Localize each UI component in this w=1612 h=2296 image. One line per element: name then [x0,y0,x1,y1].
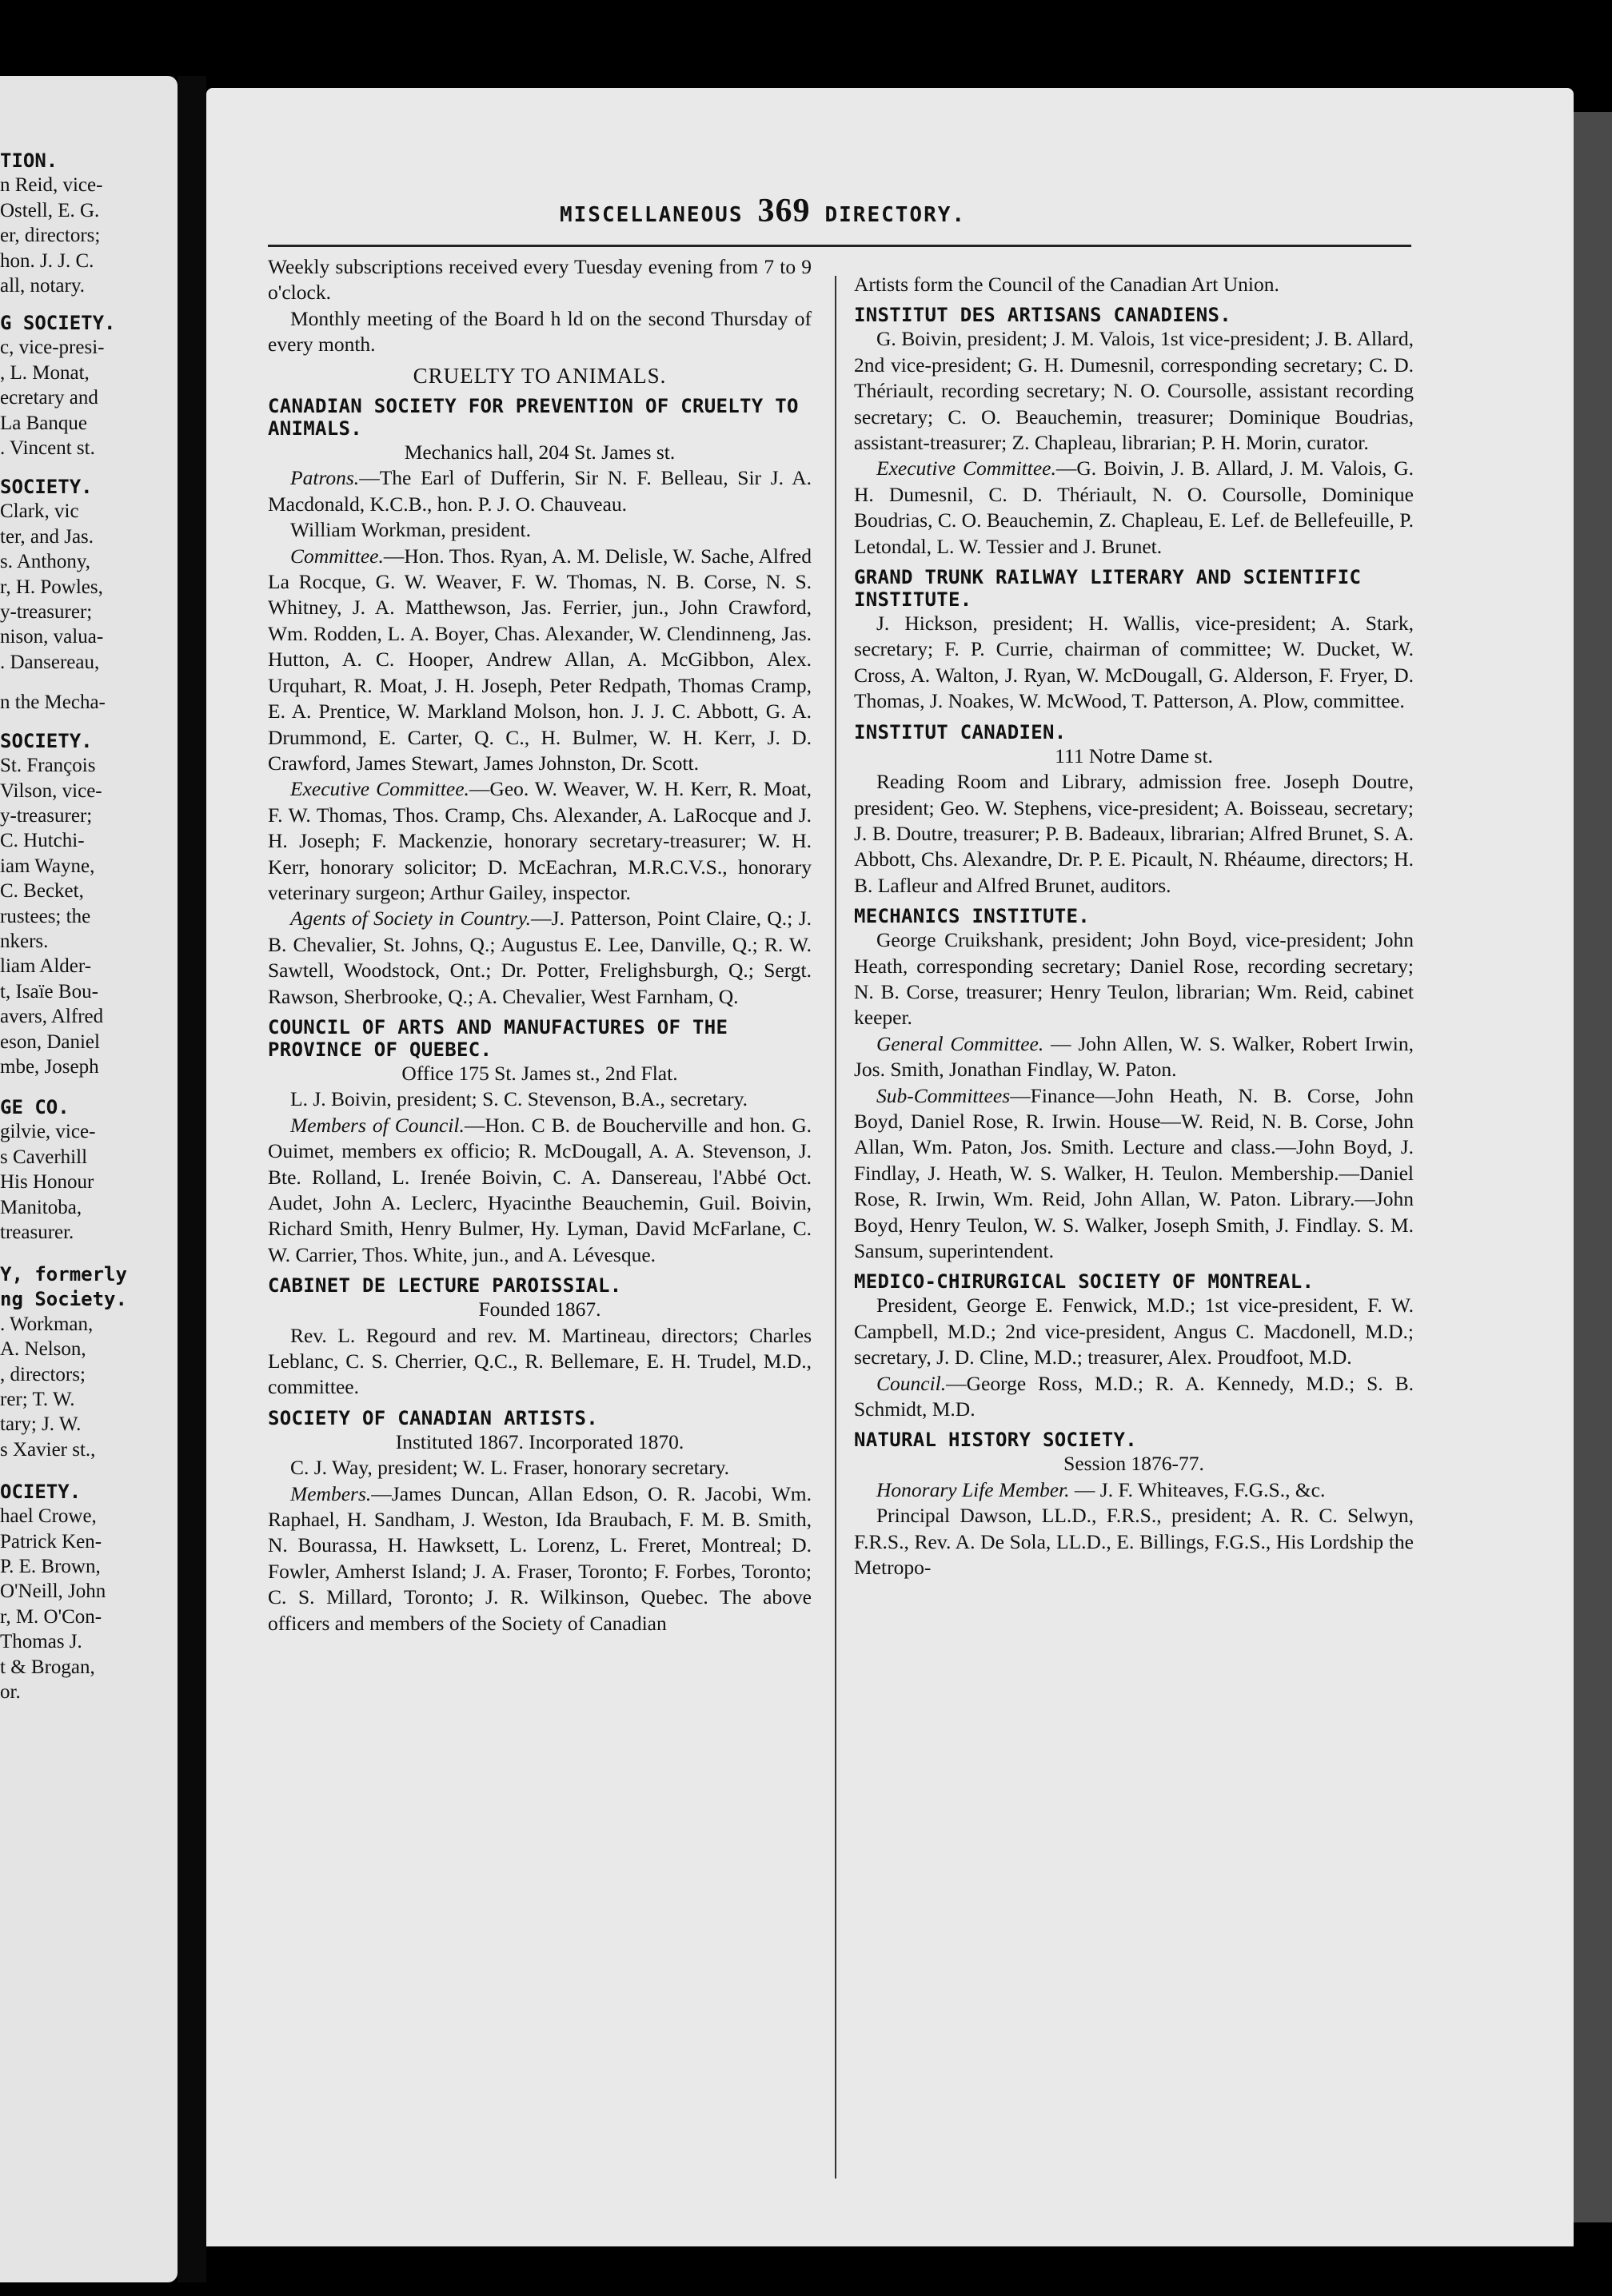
prev-page-line: C. Becket, [0,880,84,903]
prev-page-line: treasurer. [0,1222,74,1243]
prev-page-line: s. Anthony, [0,551,90,573]
entry-paragraph: G. Boivin, president; J. M. Valois, 1st vice-president; J. B. Allard, 2nd vice-president; G. H. Dumesnil, corresponding secretary; C. D. Thériault, recording secretary; N. O. Coursolle, assistant recording secretary; C. O. Beauchemin, treasurer; Dominique Boudrias, assistant-treasurer; Z. Chapleau, librarian; P. H. Morin, curator. [854,327,1414,455]
prev-page-line: c, vice-presi- [0,337,105,359]
entry-paragraph [268,776,812,906]
prev-page-line: ecretary and [0,387,98,409]
entry-label: General Committee. [876,1031,1044,1055]
entry-paragraph [268,906,812,1010]
prev-page-line: r, M. O'Con- [0,1605,102,1628]
section-heading: SOCIETY OF CANADIAN ARTISTS. [268,1406,598,1429]
section-subheading: CRUELTY TO ANIMALS. [413,363,667,388]
section-subheading: Instituted 1867. Incorporated 1870. [395,1429,684,1453]
prev-page-heading: G SOCIETY. [0,312,116,334]
prev-page-line: P. E. Brown, [0,1556,101,1577]
entry-paragraph: Monthly meeting of the Board h ld on the second Thursday of every month. [268,306,812,357]
entry-text: —Geo. W. Weaver, W. H. Kerr, R. Moat, F. W. Thomas, Thos. Cramp, Chs. Alexander, A. LaRocque and J. H. Joseph; F. Mackenzie, honorary secretary-treasurer; W. H. Kerr, honorary solicitor; D. McEachran, M.R.C.V.S., honorary veterinary surgeon; Arthur Gailey, inspector. [268,777,812,904]
entry-text: —G. Boivin, J. B. Allard, J. M. Valois, G. H. Dumesnil, C. D. Thériault, N. O. Coursolle, Dominique Boudrias, C. O. Beauchemin, Z. Chapleau, E. Lef. de Bellefeuille, P. Letondal, L. W. Tessier and J. Brunet. [854,456,1414,558]
prev-page-line: rustees; the [0,905,91,927]
entry-paragraph: J. Hickson, president; H. Wallis, vice-president; A. Stark, secretary; F. P. Currie, chairman of committee; W. Ducket, W. Cross, A. Walton, J. Ryan, W. McDougall, G. Alderson, F. Fryer, D. Thomas, J. Noakes, W. McWood, T. Patterson, A. Plow, committee. [854,612,1414,713]
prev-page-line: s Xavier st., [0,1438,96,1461]
entry-paragraph [268,1113,812,1268]
entry-label: Members. [290,1481,372,1505]
prev-page-line: avers, Alfred [0,1006,104,1028]
section-heading: NATURAL HISTORY SOCIETY. [854,1429,1137,1452]
entry-label: Honorary Life Member. [876,1477,1070,1501]
entry-paragraph [854,1083,1414,1265]
page-edge [1574,112,1612,2222]
prev-page-line: er, directors; [0,225,101,247]
entry-paragraph [854,1031,1414,1083]
prev-page-line: , directors; [0,1363,86,1385]
column-divider [835,276,836,2178]
prev-page-line: A. Nelson, [0,1338,86,1361]
prev-page-line: nison, valua- [0,626,104,648]
entry-text: —The Earl of Dufferin, Sir N. F. Belleau, Sir J. A. Macdonald, K.C.B., hon. P. J. O. Chauveau. [268,466,812,516]
entry-paragraph: C. J. Way, president; W. L. Fraser, honorary secretary. [290,1456,730,1480]
entry-label: Patrons. [290,466,360,490]
prev-page-line: t & Brogan, [0,1656,95,1678]
entry-text: —James Duncan, Allan Edson, O. R. Jacobi, Wm. Raphael, H. Sandham, J. Weston, Ida Braubach, F. M. B. Smith, N. Bourassa, H. Hawksett, L. Lorenz, L. Freret, Montreal; D. Fowler, Amherst Island; J. A. Fraser, Toronto; F. Forbes, Toronto; C. S. Millard, Toronto; J. R. Wilkinson, Quebec. The above officers and members of the Society of Canadian [268,1481,812,1635]
entry-paragraph: L. J. Boivin, president; S. C. Stevenson, B.A., secretary. [290,1087,748,1111]
prev-page-line: La Banque [0,412,87,434]
prev-page-line: gilvie, vice- [0,1121,96,1143]
entry-paragraph [268,465,812,517]
entry-label: Council. [876,1371,947,1395]
prev-page-line: Vilson, vice- [0,779,102,802]
prev-page-line: Clark, vic [0,500,79,523]
header-rule [268,245,1411,247]
prev-page-line: s Caverhill [0,1146,88,1168]
prev-page-line: eson, Daniel [0,1030,100,1053]
prev-page-line: n the Mecha- [0,691,106,713]
book-gutter [178,76,206,2282]
prev-page-line: hael Crowe, [0,1505,97,1528]
previous-page-fragment [0,76,178,2282]
entry-label: Executive Committee. [290,777,469,801]
entry-text: —Finance—John Heath, N. B. Corse, John Boyd, Daniel Rose, R. Irwin. House—W. Reid, N. B. Corse, John Allan, Wm. Paton, Jos. Smith. Lecture and class.—John Boyd, J. Findlay, J. Heath, W. S. Walker, H. Teulon. Membership.—Daniel Rose, R. Irwin, Wm. Reid, John Allan, W. Paton. Library.—John Boyd, Henry Teulon, W. S. Walker, Joseph Smith, J. Findlay. S. M. Sansum, superintendent. [854,1083,1414,1262]
prev-page-line: O'Neill, John [0,1580,106,1603]
entry-paragraph [854,1371,1414,1423]
prev-page-line: all, notary. [0,275,85,297]
prev-page-line: r, H. Powles, [0,576,103,598]
section-heading: INSTITUT CANADIEN. [854,720,1067,743]
section-subheading: 111 Notre Dame st. [1055,743,1213,767]
prev-page-line: y-treasurer; [0,805,93,827]
section-heading: MECHANICS INSTITUTE. [854,905,1090,928]
entry-label: Sub-Committees [876,1083,1011,1107]
prev-page-line: rer; T. W. [0,1389,75,1410]
entry-text: —J. Patterson, Point Claire, Q.; J. B. Chevalier, St. Johns, Q.; Augustus E. Lee, Danville, Q.; R. W. Sawtell, Woodstock, Ont.; Dr. Potter, Frelighsburgh, Q.; Sergt. Rawson, Sherbrooke, Q.; A. Chevalier, West Farnham, Q. [268,907,812,1008]
entry-text: — John Allen, W. S. Walker, Robert Irwin, Jos. Smith, Jonathan Findlay, W. Paton. [854,1031,1414,1082]
header-left: MISCELLANEOUS [560,203,744,227]
entry-text: —Hon. C B. de Boucherville and hon. G. Ouimet, members ex officio; R. McDougall, A. A. Stevenson, J. Bte. Rolland, L. Irenée Boivin, C. A. Dansereau, l'Abbé Oct. Audet, John A. Leclerc, Hyacinthe Beauchemin, Guil. Boivin, Richard Smith, Henry Bulmer, Hy. Lyman, David McFarlane, C. W. Carrier, Thos. White, jun., and A. Lévesque. [268,1113,812,1266]
prev-page-line: Manitoba, [0,1196,82,1218]
prev-page-line: y-treasurer; [0,601,93,623]
section-subheading: Session 1876-77. [1063,1452,1204,1476]
prev-page-line: or. [0,1681,21,1703]
prev-page-heading: OCIETY. [0,1480,82,1503]
prev-page-line: St. François [0,755,96,777]
prev-page-line: Patrick Ken- [0,1530,102,1553]
entry-text: — J. F. Whiteaves, F.G.S., &c. [1069,1477,1326,1501]
page-number: 369 [757,193,811,229]
entry-paragraph [854,1477,1414,1503]
entry-paragraph [268,1481,812,1636]
header-right: DIRECTORY. [824,203,967,227]
right-column [854,272,1414,1580]
section-heading: MEDICO-CHIRURGICAL SOCIETY OF MONTREAL. [854,1270,1315,1293]
section-heading: CABINET DE LECTURE PAROISSIAL. [268,1274,622,1297]
prev-page-line: tary; J. W. [0,1413,82,1436]
entry-paragraph: Reading Room and Library, admission free. Joseph Doutre, president; Geo. W. Stephens, vice-president; A. Boisseau, secretary; J. B. Doutre, treasurer; P. B. Badeaux, librarian; Alfred Brunet, S. A. Abbott, Chs. Alexandre, Dr. P. E. Picault, N. Rhéaume, directors; H. B. Lafleur and Alfred Brunet, auditors. [854,770,1414,897]
prev-page-line: n Reid, vice- [0,174,103,197]
prev-page-line: His Honour [0,1171,94,1194]
running-header [560,192,966,230]
entry-paragraph: George Cruikshank, president; John Boyd, vice-president; John Heath, corresponding secretary; Daniel Rose, recording secretary; N. B. Corse, treasurer; Henry Teulon, librarian; Wm. Reid, cabinet keeper. [854,928,1414,1030]
entry-label: Members of Council. [290,1113,465,1137]
prev-page-line: . Vincent st. [0,437,95,459]
prev-page-heading: SOCIETY. [0,729,93,752]
prev-page-heading: TION. [0,149,58,172]
prev-page-heading: ng Society. [0,1288,127,1311]
prev-page-line: , L. Monat, [0,361,90,384]
entry-paragraph: Artists form the Council of the Canadian Art Union. [854,273,1279,296]
entry-paragraph [268,544,812,777]
prev-page-line: mbe, Joseph [0,1056,99,1078]
prev-page-line: ter, and Jas. [0,525,94,548]
entry-paragraph: Principal Dawson, LL.D., F.R.S., president; A. R. C. Selwyn, F.R.S., Rev. A. De Sola, LL.D., E. Billings, F.G.S., His Lordship the Metropo- [854,1504,1414,1580]
entry-paragraph: Rev. L. Regourd and rev. M. Martineau, directors; Charles Leblanc, C. S. Cherrier, Q.C., R. Bellemare, E. H. Trudel, M.D., committee. [268,1323,812,1399]
section-heading: CANADIAN SOCIETY FOR PREVENTION OF CRUELTY TO ANIMALS. [268,395,799,440]
entry-label: Executive Committee. [876,456,1056,480]
section-subheading: Founded 1867. [478,1297,601,1321]
prev-page-line: Ostell, E. G. [0,199,100,221]
prev-page-heading: GE CO. [0,1096,70,1118]
prev-page-line: t, Isaïe Bou- [0,980,98,1003]
prev-page-line: hon. J. J. C. [0,249,94,272]
entry-text: —George Ross, M.D.; R. A. Kennedy, M.D.; S. B. Schmidt, M.D. [854,1371,1414,1421]
prev-page-heading: SOCIETY. [0,476,93,498]
section-subheading: Mechanics hall, 204 St. James st. [404,440,676,464]
entry-text: —Hon. Thos. Ryan, A. M. Delisle, W. Sache, Alfred La Rocque, G. W. Weaver, F. W. Thomas, N. B. Corse, N. S. Whitney, J. A. Matthewson, Jas. Ferrier, jun., John Crawford, Wm. Rodden, L. A. Boyer, Chas. Alexander, W. Clendinneng, Jas. Hutton, A. C. Hooper, Andrew Allan, A. McGibbon, Alex. Urquhart, R. Moat, J. H. Joseph, Peter Redpath, Thomas Cramp, E. A. Prentice, W. Markland Molson, hon. J. J. C. Abbott, G. A. Drummond, E. Carter, Q. C., H. Bulmer, W. H. Kerr, J. D. Crawford, James Stewart, James Johnston, Dr. Scott. [268,544,812,775]
prev-page-line: . Dansereau, [0,651,100,673]
section-heading: GRAND TRUNK RAILWAY LITERARY AND SCIENTIFIC INSTITUTE. [854,566,1362,612]
section-subheading: Office 175 St. James st., 2nd Flat. [401,1061,678,1085]
section-heading: COUNCIL OF ARTS AND MANUFACTURES OF THE PROVINCE OF QUEBEC. [268,1015,728,1061]
left-column [268,254,812,1636]
section-heading: INSTITUT DES ARTISANS CANADIENS. [854,304,1231,327]
prev-page-line: C. Hutchi- [0,830,85,852]
prev-page-line: iam Wayne, [0,855,95,877]
prev-page-line: . Workman, [0,1313,94,1335]
entry-paragraph: William Workman, president. [290,518,531,542]
entry-paragraph: President, George E. Fenwick, M.D.; 1st vice-president, F. W. Campbell, M.D.; 2nd vice-president, Angus C. Macdonell, M.D.; secretary, J. D. Cline, M.D.; treasurer, Alex. Proudfoot, M.D. [854,1293,1414,1369]
prev-page-line: liam Alder- [0,955,92,978]
prev-page-line: Thomas J. [0,1631,82,1653]
entry-label: Agents of Society in Country. [290,907,532,931]
prev-page-heading: Y, formerly [0,1263,127,1286]
entry-paragraph: Weekly subscriptions received every Tuesday evening from 7 to 9 o'clock. [268,255,812,305]
prev-page-line: nkers. [0,931,49,952]
entry-paragraph [854,456,1414,560]
entry-label: Committee. [290,544,384,568]
